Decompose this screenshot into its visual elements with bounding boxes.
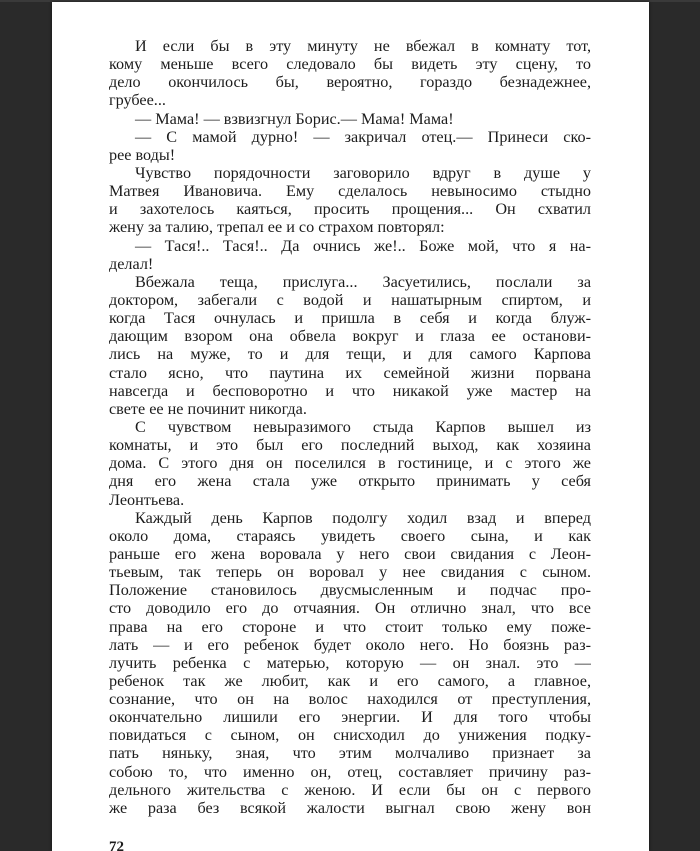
text-line: же раза без всякой жалости выгнал свою жену вон	[109, 798, 591, 817]
text-line: — Тася!.. Тася!.. Да очнись же!.. Боже мой, что я на-	[135, 236, 591, 255]
text-line: права на его стороне и что стоит только ему поже-	[109, 617, 591, 636]
text-line: окончательно лишили его энергии. И для того чтобы	[109, 708, 591, 727]
text-line: и захотелось каяться, просить прощения... Он схватил	[109, 200, 591, 219]
text-line: собою то, что именно он, отец, составляет причину раз-	[109, 762, 591, 781]
text-line: сознание, что он на волос находился от преступления,	[109, 690, 591, 709]
text-line: кому меньше всего следовало бы видеть эту сцену, то	[109, 55, 591, 74]
text-line: стало ясно, что паутина их семейной жизни порвана	[109, 363, 591, 382]
text-line: делал!	[109, 254, 154, 273]
text-line: И если бы в эту минуту не вбежал в комнату тот,	[135, 37, 591, 55]
text-line: дня его жена стала уже открыто принимать у себя	[109, 472, 591, 491]
text-line: дома. С этого дня он поселился в гостинице, и с этого же	[109, 454, 591, 473]
text-line: тьевым, так теперь он воровал у нее свидания с сыном.	[109, 563, 591, 582]
text-line: доктором, забегали с водой и нашатырным спиртом, и	[109, 290, 591, 309]
text-line: Чувство порядочности заговорило вдруг в душе у	[135, 163, 591, 182]
text-line: лись на муже, то и для тещи, и для самого Карпова	[109, 345, 591, 364]
text-line: Леонтьева.	[109, 490, 185, 509]
text-line: Каждый день Карпов подолгу ходил взад и вперед	[135, 508, 591, 527]
text-line: дело окончилось бы, вероятно, гораздо безнадежнее,	[109, 73, 591, 92]
text-line: около дома, стараясь увидеть своего сына, и как	[109, 526, 591, 545]
page-text	[109, 37, 591, 817]
text-line: — С мамой дурно! — закричал отец.— Принеси ско-	[135, 127, 591, 146]
text-line: пать няньку, зная, что этим молчаливо признает за	[109, 744, 591, 763]
text-line: раньше его жена воровала у него свои свидания с Леон-	[109, 544, 591, 563]
text-line: ребенок так же любит, как и его самого, а главное,	[109, 671, 591, 690]
text-line: С чувством невыразимого стыда Карпов вышел из	[135, 417, 591, 436]
text-line: грубее...	[109, 91, 166, 110]
text-line: когда Тася очнулась и пришла в себя и когда блуж-	[109, 309, 591, 328]
text-line: лучить ребенка с матерью, которую — он знал. это —	[109, 653, 591, 672]
text-line: Положение становилось двусмысленным и подчас про-	[109, 581, 591, 600]
text-line: повидаться с сыном, он снисходил до унижения подку-	[109, 726, 591, 745]
text-line: жену за талию, трепал ее и со страхом повторял:	[109, 218, 445, 237]
text-line: навсегда и бесповоротно и что никакой уже мастер на	[109, 381, 591, 400]
text-line: свете ее не починит никогда.	[109, 399, 307, 418]
book-page	[52, 2, 649, 851]
text-line: лать — и его ребенок будет около него. Но боязнь раз-	[109, 635, 591, 654]
text-line: Вбежала теща, прислуга... Засуетились, послали за	[135, 272, 591, 291]
text-line: — Мама! — взвизгнул Борис.— Мама! Мама!	[135, 109, 454, 128]
page-number: 72	[109, 839, 124, 851]
text-line: сто доводило его до отчаяния. Он отлично знал, что все	[109, 599, 591, 618]
text-line: дельного жительства с женою. И если бы он с первого	[109, 780, 591, 799]
text-line: дающим взором она обвела вокруг и глаза ее останови-	[109, 327, 591, 346]
text-line: рее воды!	[109, 145, 176, 164]
text-line: комнаты, и это был его последний выход, как хозяина	[109, 436, 591, 455]
text-line: Матвея Ивановича. Ему сделалось невыносимо стыдно	[109, 182, 591, 201]
